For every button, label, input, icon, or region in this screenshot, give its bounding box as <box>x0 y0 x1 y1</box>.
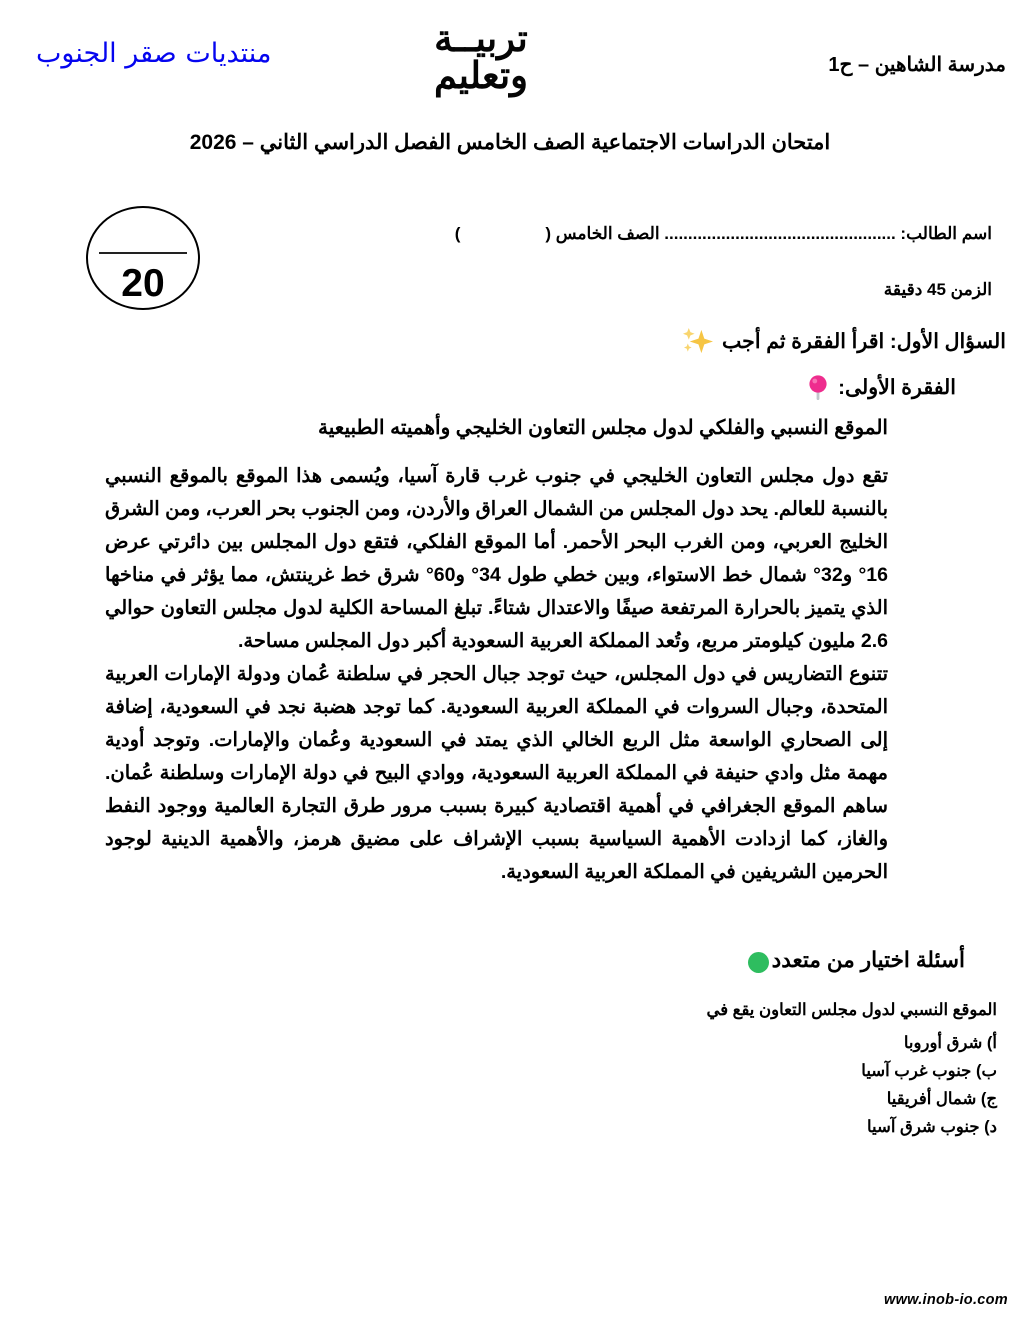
logo-line-1: تربيــة <box>434 18 528 59</box>
passage-heading: الموقع النسبي والفلكي لدول مجلس التعاون الخليجي وأهميته الطبيعية <box>318 417 888 439</box>
green-circle-icon <box>748 952 769 973</box>
pushpin-icon <box>808 375 828 402</box>
question1-header <box>682 326 1006 357</box>
reading-passage <box>105 412 888 889</box>
school-name: مدرسة الشاهين – ح1 <box>828 54 1006 76</box>
sparkles-icon <box>682 326 713 357</box>
logo-line-2: وتعليم <box>433 55 529 96</box>
total-score-value: 20 <box>121 262 165 305</box>
passage-paragraph-2: تتنوع التضاريس في دول المجلس، حيث توجد جبال الحجر في سلطنة عُمان ودولة الإمارات العربية المتحدة، وجبال السروات في المملكة العربية السعودية. كما توجد هضبة نجد في السعودية، إضافة إلى الصحاري الواسعة مثل الربع الخالي الذي يمتد في السعودية وعُمان والإمارات. وتوجد أودية مهمة مثل وادي حنيفة في المملكة العربية السعودية، ووادي البيح في دولة الإمارات وسلطنة عُمان. ساهم الموقع الجغرافي في أهمية اقتصادية كبيرة بسبب مرور طرق التجارة العالمية ووجود النفط والغاز، كما ازدادت الأهمية السياسية بسبب الإشراف على مضيق هرمز، والأهمية الدينية لوجود الحرمين الشريفين في المملكة العربية السعودية. <box>105 663 888 883</box>
score-divider-line <box>99 252 187 254</box>
mcq-section-title: أسئلة اختيار من متعدد <box>771 948 965 972</box>
exam-title: امتحان الدراسات الاجتماعية الصف الخامس الفصل الدراسي الثاني – 2026 <box>189 131 831 154</box>
exam-duration: الزمن 45 دقيقة <box>883 280 992 299</box>
mcq-option-a[interactable]: أ) شرق أوروبا <box>903 1034 997 1052</box>
forum-link[interactable]: منتديات صقر الجنوب <box>36 38 272 69</box>
mcq-option-b[interactable]: ب) جنوب غرب آسيا <box>861 1062 997 1080</box>
watermark-url: www.inob-io.com <box>884 1292 1008 1308</box>
passage-paragraph-1: تقع دول مجلس التعاون الخليجي في جنوب غرب قارة آسيا، ويُسمى هذا الموقع بالموقع النسبي بالنسبة للعالم. يحد دول المجلس من الشمال العراق والأردن، ومن الجنوب بحر العرب، ومن الشرق الخليج العربي، ومن الغرب البحر الأحمر. أما الموقع الفلكي، فتقع دول المجلس بين دائرتي عرض 16° و32° شمال خط الاستواء، وبين خطي طول 34° و60° شرق خط غرينتش، مما يؤثر في مناخها الذي يتميز بالحرارة المرتفعة صيفًا والاعتدال شتاءً. تبلغ المساحة الكلية لدول مجلس التعاون حوالي 2.6 مليون كيلومتر مربع، وتُعد المملكة العربية السعودية أكبر دول المجلس مساحة. <box>105 465 888 652</box>
mcq-section-header <box>748 948 965 973</box>
paragraph1-label-row <box>808 372 956 402</box>
mcq-option-c[interactable]: ج) شمال أفريقيا <box>886 1090 997 1108</box>
mcq-question: الموقع النسبي لدول مجلس التعاون يقع في <box>706 1001 997 1019</box>
paragraph1-label: الفقرة الأولى: <box>838 375 956 399</box>
score-ellipse <box>86 206 200 310</box>
mcq-option-d[interactable]: د) جنوب شرق آسيا <box>867 1118 997 1136</box>
question1-label: السؤال الأول: اقرأ الفقرة ثم أجب <box>722 330 1006 353</box>
student-name-line: اسم الطالب: ................................................. الصف الخامس ( ) <box>454 224 992 243</box>
mcq-options-list <box>861 1029 997 1141</box>
education-ministry-logo <box>398 20 564 94</box>
